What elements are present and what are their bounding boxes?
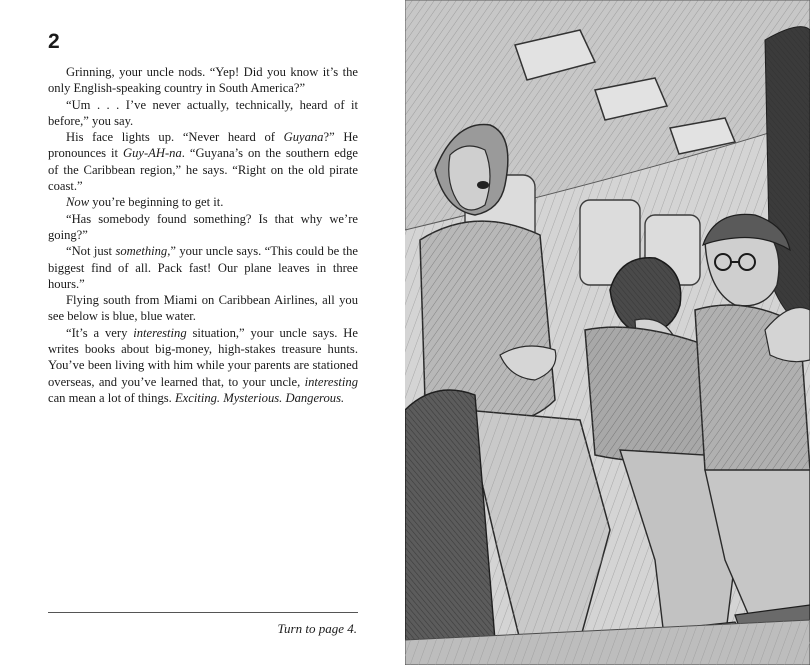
turn-to-page: Turn to page 4. — [277, 621, 357, 636]
footer-rule — [48, 612, 358, 613]
paragraph: Grinning, your uncle nods. “Yep! Did you know it’s the only English-speaking country in South America?” — [48, 65, 358, 96]
paragraph: “It’s a very interesting situation,” your uncle says. He writes books about big-money, high-stakes treasure hunts. You’ve been living with him while your parents are stationed overseas, and you’ve learned that, to your uncle, interesting can mean a lot of things. Exciting. Mysterious. Dangerous. — [48, 325, 358, 405]
paragraph: Now you’re beginning to get it. — [66, 195, 224, 210]
paragraph: “Um . . . I’ve never actually, technically, heard of it before,” you say. — [48, 97, 358, 128]
paragraph: “Not just something,” your uncle says. “This could be the biggest find of all. Pack fast! Our plane leaves in three hours.” — [48, 244, 359, 291]
page-number: 2 — [48, 30, 60, 53]
pencil-sketch — [405, 0, 810, 665]
woman-open-mouth — [477, 181, 489, 189]
airplane-cabin-illustration — [405, 0, 810, 665]
paragraph: “Has somebody found something? Is that why we’re going?” — [48, 211, 358, 242]
paragraph: Flying south from Miami on Caribbean Airlines, all you see below is blue, blue water. — [48, 293, 358, 324]
story-text — [48, 64, 358, 406]
paragraph: His face lights up. “Never heard of Guyana?” He pronounces it Guy-AH-na. “Guyana’s on the southern edge of the Caribbean region,” he says. “Right on the old pirate coast.” — [48, 130, 359, 194]
